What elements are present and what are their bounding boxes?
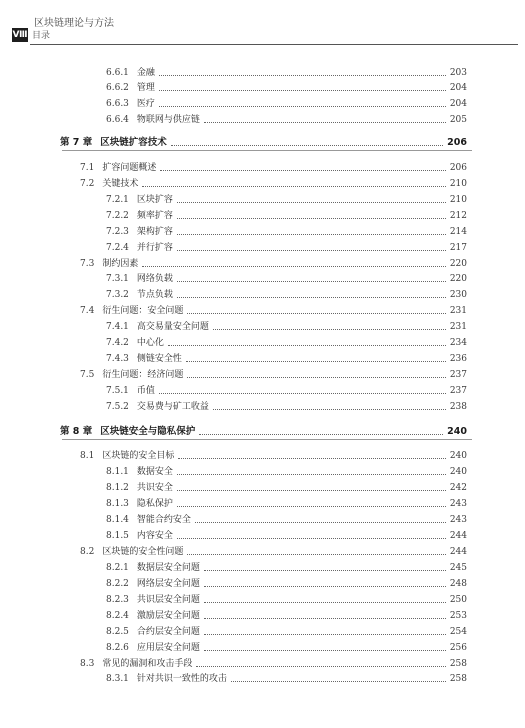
dot-leader <box>160 170 445 171</box>
toc-entry-row <box>0 271 467 287</box>
dot-leader <box>204 618 446 619</box>
toc-entry-page: 245 <box>449 563 467 573</box>
toc-entry-page: 250 <box>449 595 467 605</box>
toc-entry-number: 7.5.1 <box>106 386 129 396</box>
dot-leader <box>177 474 446 475</box>
dot-leader <box>178 458 445 459</box>
toc-entry-page: 234 <box>449 338 467 348</box>
toc-entry-number: 8.2.4 <box>106 611 129 621</box>
toc-entry-number: 7.5 <box>80 370 95 380</box>
toc-entry-title: 币值 <box>136 386 155 396</box>
toc-entry-row <box>0 256 467 272</box>
toc-entry-page: 254 <box>449 627 467 637</box>
dot-leader <box>168 345 446 346</box>
toc-entry-title: 激励层安全问题 <box>136 611 200 621</box>
dot-leader <box>204 122 446 123</box>
toc-entry-title: 区块链的安全性问题 <box>102 547 184 557</box>
running-head: 区块链理论与方法 <box>34 18 114 29</box>
toc-entry-row <box>0 335 467 351</box>
toc-entry-number: 8.2.1 <box>106 563 129 573</box>
header-rule <box>30 44 518 45</box>
dot-leader <box>177 297 446 298</box>
dot-leader <box>187 377 445 378</box>
toc-entry-row <box>0 448 467 464</box>
toc-entry-page: 214 <box>449 227 467 237</box>
dot-leader <box>142 266 445 267</box>
toc-entry-page: 206 <box>449 163 467 173</box>
dot-leader <box>177 281 446 282</box>
toc-entry-page: 220 <box>449 259 467 269</box>
toc-entry-page: 217 <box>449 243 467 253</box>
toc-entry-number: 6.6.1 <box>106 68 129 78</box>
toc-entry-row <box>0 560 467 576</box>
dot-leader <box>199 434 443 435</box>
toc-entry-page: 240 <box>449 467 467 477</box>
toc-entry-title: 网络层安全问题 <box>136 579 200 589</box>
toc-entry-row <box>0 287 467 303</box>
toc-entry-row <box>0 192 467 208</box>
toc-entry-row <box>0 624 467 640</box>
toc-entry-page: 240 <box>447 426 467 437</box>
toc-entry-page: 237 <box>449 370 467 380</box>
dot-leader <box>159 75 446 76</box>
toc-entry-number: 7.5.2 <box>106 402 129 412</box>
toc-entry-title: 衍生问题：安全问题 <box>102 306 184 316</box>
toc-entry-page: 210 <box>449 179 467 189</box>
toc-entry-title: 区块扩容 <box>136 195 173 205</box>
toc-entry-page: 256 <box>449 643 467 653</box>
toc-entry-page: 220 <box>449 274 467 284</box>
toc-entry-title: 物联网与供应链 <box>136 115 200 125</box>
toc-entry-number: 8.2 <box>80 547 95 557</box>
toc-entry-page: 244 <box>449 531 467 541</box>
toc-entry-title: 针对共识一致性的攻击 <box>136 674 227 684</box>
toc-entry-title: 合约层安全问题 <box>136 627 200 637</box>
toc-entry-row <box>0 367 467 383</box>
toc-entry-number: 6.6.2 <box>106 83 129 93</box>
toc-entry-page: 243 <box>449 515 467 525</box>
toc-entry-number: 8.2.3 <box>106 595 129 605</box>
dot-leader <box>231 681 446 682</box>
toc-entry-page: 238 <box>449 402 467 412</box>
toc-entry-page: 237 <box>449 386 467 396</box>
dot-leader <box>187 554 445 555</box>
toc-entry-page: 231 <box>449 306 467 316</box>
toc-entry-number: 7.4.2 <box>106 338 129 348</box>
dot-leader <box>177 490 446 491</box>
toc-entry-row <box>0 576 467 592</box>
toc-entry-title: 区块链的安全目标 <box>102 451 175 461</box>
toc-entry-row <box>0 512 467 528</box>
toc-entry-row <box>0 351 467 367</box>
dot-leader <box>204 634 446 635</box>
page-number-badge: Ⅷ <box>12 30 28 40</box>
toc-entry-page: 236 <box>449 354 467 364</box>
toc-entry-page: 258 <box>449 659 467 669</box>
toc-entry-title: 智能合约安全 <box>136 515 191 525</box>
toc-entry-row <box>0 176 467 192</box>
toc-entry-title: 交易费与矿工收益 <box>136 402 209 412</box>
toc-entry-title: 常见的漏洞和攻击手段 <box>102 659 193 669</box>
chapter-rule <box>62 439 472 440</box>
toc-entry-number: 8.1 <box>80 451 95 461</box>
toc-chapter-row <box>0 135 467 151</box>
toc-entry-number: 7.3.1 <box>106 274 129 284</box>
toc-entry-number: 7.3.2 <box>106 290 129 300</box>
toc-chapter-row <box>0 424 467 440</box>
toc-entry-row <box>0 544 467 560</box>
toc-entry-title: 衍生问题：经济问题 <box>102 370 184 380</box>
toc-entry-page: 253 <box>449 611 467 621</box>
toc-entry-number: 6.6.3 <box>106 99 129 109</box>
toc-entry-title: 频率扩容 <box>136 211 173 221</box>
toc-entry-number: 7.2.3 <box>106 227 129 237</box>
toc-entry-number: 8.2.2 <box>106 579 129 589</box>
dot-leader <box>177 218 446 219</box>
page-header <box>10 14 510 44</box>
toc-entry-title: 侧链安全性 <box>136 354 182 364</box>
toc-entry-row <box>0 480 467 496</box>
toc-entry-page: 210 <box>449 195 467 205</box>
toc-entry-title: 共识层安全问题 <box>136 595 200 605</box>
toc-entry-page: 244 <box>449 547 467 557</box>
toc-entry-number: 7.2.4 <box>106 243 129 253</box>
toc-entry-title: 内容安全 <box>136 531 173 541</box>
toc-entry-row <box>0 240 467 256</box>
toc-entry-title: 制约因素 <box>102 259 139 269</box>
dot-leader <box>159 393 446 394</box>
toc-entry-number: 7.3 <box>80 259 95 269</box>
dot-leader <box>177 506 446 507</box>
toc-entry-number: 8.1.2 <box>106 483 129 493</box>
toc-entry-title: 中心化 <box>136 338 164 348</box>
toc-entry-title: 架构扩容 <box>136 227 173 237</box>
toc-entry-title: 节点负载 <box>136 290 173 300</box>
dot-leader <box>196 666 445 667</box>
toc-entry-title: 金融 <box>136 68 155 78</box>
dot-leader <box>204 650 446 651</box>
toc-entry-row <box>0 608 467 624</box>
toc-entry-title: 数据层安全问题 <box>136 563 200 573</box>
toc-entry-row <box>0 96 467 112</box>
toc-entry-page: 258 <box>449 674 467 684</box>
toc-entry-number: 7.4.3 <box>106 354 129 364</box>
dot-leader <box>204 602 446 603</box>
toc-entry-title: 并行扩容 <box>136 243 173 253</box>
toc-entry-title: 高交易量安全问题 <box>136 322 209 332</box>
toc-entry-row <box>0 208 467 224</box>
toc-entry-row <box>0 671 467 687</box>
toc-entry-number: 8.1.5 <box>106 531 129 541</box>
dot-leader <box>187 313 445 314</box>
toc-entry-number: 8.2.5 <box>106 627 129 637</box>
toc-entry-row <box>0 383 467 399</box>
toc-entry-title: 数据安全 <box>136 467 173 477</box>
toc-entry-row <box>0 464 467 480</box>
toc-entry-title: 共识安全 <box>136 483 173 493</box>
toc-entry-number: 7.4.1 <box>106 322 129 332</box>
dot-leader <box>204 586 446 587</box>
dot-leader <box>213 329 446 330</box>
dot-leader <box>142 186 445 187</box>
toc-entry-title: 医疗 <box>136 99 155 109</box>
toc-entry-page: 230 <box>449 290 467 300</box>
toc-entry-title: 网络负载 <box>136 274 173 284</box>
toc-entry-number: 7.2.1 <box>106 195 129 205</box>
section-mark: 目录 <box>32 31 51 41</box>
toc-entry-row <box>0 656 467 672</box>
toc-entry-number: 8.1.4 <box>106 515 129 525</box>
toc-entry-row <box>0 592 467 608</box>
toc-entry-title: 应用层安全问题 <box>136 643 200 653</box>
toc-entry-row <box>0 496 467 512</box>
dot-leader <box>177 538 446 539</box>
dot-leader <box>171 145 443 146</box>
toc-entry-row <box>0 640 467 656</box>
toc-entry-number: 8.3 <box>80 659 95 669</box>
toc-entry-number: 7.1 <box>80 163 95 173</box>
toc-entry-row <box>0 319 467 335</box>
toc-entry-page: 242 <box>449 483 467 493</box>
toc-entry-page: 205 <box>449 115 467 125</box>
toc-entry-number: 8.1.1 <box>106 467 129 477</box>
toc-entry-row <box>0 65 467 81</box>
toc-entry-page: 203 <box>449 68 467 78</box>
toc-entry-page: 206 <box>447 137 467 148</box>
toc-entry-number: 7.4 <box>80 306 95 316</box>
dot-leader <box>213 409 446 410</box>
toc-entry-page: 204 <box>449 99 467 109</box>
toc-entry-number: 第 7 章 <box>60 137 93 148</box>
toc-entry-number: 7.2 <box>80 179 95 189</box>
dot-leader <box>204 570 446 571</box>
toc-entry-row <box>0 112 467 128</box>
toc-entry-row <box>0 160 467 176</box>
dot-leader <box>177 234 446 235</box>
toc-entry-page: 204 <box>449 83 467 93</box>
dot-leader <box>159 106 446 107</box>
toc-entry-title: 区块链安全与隐私保护 <box>100 426 196 437</box>
toc-entry-row <box>0 528 467 544</box>
toc-entry-title: 扩容问题概述 <box>102 163 157 173</box>
dot-leader <box>195 522 446 523</box>
dot-leader <box>177 202 446 203</box>
toc-entry-row <box>0 399 467 415</box>
toc-entry-number: 6.6.4 <box>106 115 129 125</box>
toc-entry-page: 243 <box>449 499 467 509</box>
toc-entry-page: 248 <box>449 579 467 589</box>
toc-entry-title: 区块链扩容技术 <box>100 137 167 148</box>
toc-entry-number: 第 8 章 <box>60 426 93 437</box>
toc-entry-title: 关键技术 <box>102 179 139 189</box>
toc-entry-title: 隐私保护 <box>136 499 173 509</box>
toc-entry-number: 7.2.2 <box>106 211 129 221</box>
toc-entry-number: 8.3.1 <box>106 674 129 684</box>
toc-entry-number: 8.2.6 <box>106 643 129 653</box>
toc-entry-page: 212 <box>449 211 467 221</box>
toc-entry-title: 管理 <box>136 83 155 93</box>
toc-entry-row <box>0 303 467 319</box>
toc-entry-row <box>0 80 467 96</box>
chapter-rule <box>62 150 472 151</box>
toc-entry-number: 8.1.3 <box>106 499 129 509</box>
dot-leader <box>186 361 446 362</box>
toc-entry-page: 240 <box>449 451 467 461</box>
dot-leader <box>177 250 446 251</box>
toc-entry-page: 231 <box>449 322 467 332</box>
dot-leader <box>159 90 446 91</box>
toc-entry-row <box>0 224 467 240</box>
